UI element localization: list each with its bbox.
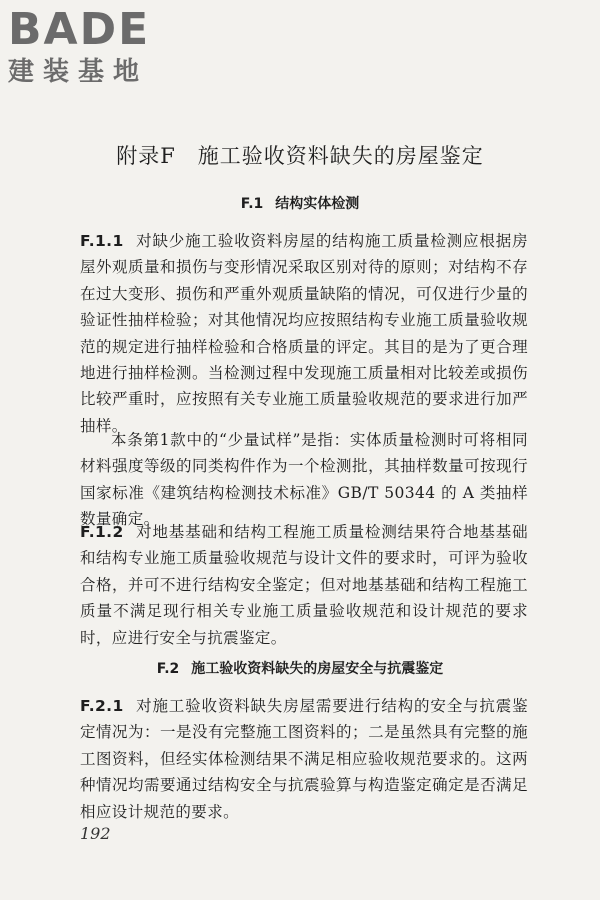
section-title: 结构实体检测	[275, 196, 360, 212]
section-heading-f1	[0, 193, 600, 213]
clause-f-1-1	[80, 228, 528, 439]
section-number: F.2	[156, 661, 180, 677]
clause-text: 对施工验收资料缺失房屋需要进行结构的安全与抗震鉴定情况为：一是没有完整施工图资料的；二是虽然具有完整的施工图资料，但经实体检测结果不满足相应验收规范要求的。这两种情况均需要通过结构安全与抗震验算与构造鉴定确定是否满足相应设计规范的要求。	[80, 697, 528, 821]
clause-text: 对地基基础和结构工程施工质量检测结果符合地基基础和结构专业施工质量验收规范与设计文件的要求时，可评为验收合格，并可不进行结构安全鉴定；但对地基基础和结构工程施工质量不满足现行相关专业施工质量验收规范和设计规范的要求时，应进行安全与抗震鉴定。	[80, 523, 528, 647]
section-heading-f2	[0, 658, 600, 678]
logo-chinese-name: 建装基地	[8, 57, 149, 87]
logo-wordmark: BADE	[8, 4, 151, 55]
logo	[8, 6, 178, 88]
section-number: F.1	[240, 196, 264, 212]
clause-f-2-1	[80, 693, 528, 825]
clause-f-1-2	[80, 519, 528, 651]
section-title: 施工验收资料缺失的房屋安全与抗震鉴定	[191, 661, 444, 677]
clause-f-1-1-note: 本条第1款中的“少量试样”是指：实体质量检测时可将相同材料强度等级的同类构件作为一个检测批，其抽样数量可按现行国家标准《建筑结构检测技术标准》GB/T 50344 的 A 类抽样数量确定。	[80, 431, 528, 529]
page-number: 192	[80, 824, 111, 843]
clause-number: F.2.1	[80, 697, 124, 715]
appendix-title: 附录F 施工验收资料缺失的房屋鉴定	[116, 144, 484, 168]
clause-number: F.1.2	[80, 523, 124, 541]
clause-number: F.1.1	[80, 232, 124, 250]
clause-text: 对缺少施工验收资料房屋的结构施工质量检测应根据房屋外观质量和损伤与变形情况采取区别对待的原则；对结构不存在过大变形、损伤和严重外观质量缺陷的情况，可仅进行少量的验证性抽样检验；对其他情况均应按照结构专业施工质量验收规范的规定进行抽样检验和合格质量的评定。其目的是为了更合理地进行抽样检测。当检测过程中发现施工质量相对比较差或损伤比较严重时，应按照有关专业施工质量验收规范的要求进行加严抽样。	[80, 232, 528, 435]
